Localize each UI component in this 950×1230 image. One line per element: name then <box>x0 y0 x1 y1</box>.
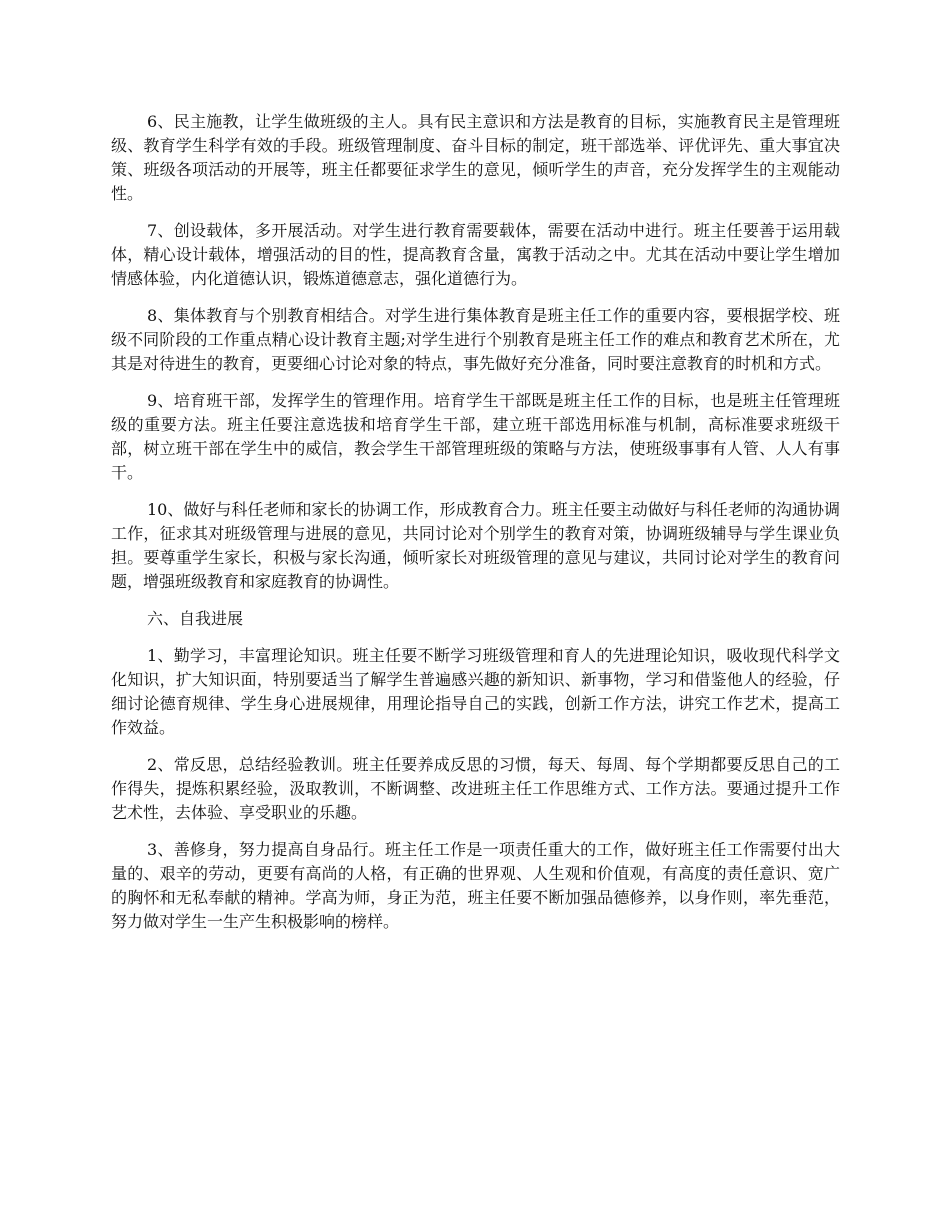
paragraph-2-reflect: 2、常反思，总结经验教训。班主任要养成反思的习惯，每天、每周、每个学期都要反思自己的工作得失，提炼积累经验，汲取教训，不断调整、改进班主任工作思维方式、工作方法。要通过提升工作艺术性，去体验、享受职业的乐趣。 <box>111 755 840 822</box>
paragraph-1-study: 1、勤学习，丰富理论知识。班主任要不断学习班级管理和育人的先进理论知识，吸收现代科学文化知识，扩大知识面，特别要适当了解学生普遍感兴趣的新知识、新事物，学习和借鉴他人的经验，仔细讨论德育规律、学生身心进展规律，用理论指导自己的实践，创新工作方法，讲究工作艺术，提高工作效益。 <box>111 646 840 737</box>
paragraph-8-collective-individual: 8、集体教育与个别教育相结合。对学生进行集体教育是班主任工作的重要内容，要根据学校、班级不同阶段的工作重点精心设计教育主题;对学生进行个别教育是班主任工作的难点和教育艺术所在，尤其是对待进生的教育，更要细心讨论对象的特点，事先做好充分准备，同时要注意教育的时机和方式。 <box>111 306 840 373</box>
section-heading-self-development: 六、自我进展 <box>147 609 244 628</box>
paragraph-6-democratic-teaching: 6、民主施教，让学生做班级的主人。具有民主意识和方法是教育的目标，实施教育民主是管理班级、教育学生科学有效的手段。班级管理制度、奋斗目标的制定，班干部选举、评优评先、重大事宜决策、班级各项活动的开展等，班主任都要征求学生的意见，倾听学生的声音，充分发挥学生的主观能动性。 <box>111 112 840 203</box>
paragraph-3-self-cultivation: 3、善修身，努力提高自身品行。班主任工作是一项责任重大的工作，做好班主任工作需要付出大量的、艰辛的劳动，更要有高尚的人格，有正确的世界观、人生观和价值观，有高度的责任意识、宽广的胸怀和无私奉献的精神。学高为师，身正为范，班主任要不断加强品德修养，以身作则，率先垂范，努力做对学生一生产生积极影响的榜样。 <box>111 840 840 931</box>
paragraph-10-coordination: 10、做好与科任老师和家长的协调工作，形成教育合力。班主任要主动做好与科任老师的沟通协调工作，征求其对班级管理与进展的意见，共同讨论对个别学生的教育对策，协调班级辅导与学生课业负担。要尊重学生家长，积极与家长沟通，倾听家长对班级管理的意见与建议，共同讨论对学生的教育问题，增强班级教育和家庭教育的协调性。 <box>111 500 840 591</box>
paragraph-7-activities: 7、创设载体，多开展活动。对学生进行教育需要载体，需要在活动中进行。班主任要善于运用载体，精心设计载体，增强活动的目的性，提高教育含量，寓教于活动之中。尤其在活动中要让学生增加情感体验，内化道德认识，锻炼道德意志，强化道德行为。 <box>111 221 840 288</box>
paragraph-9-class-cadres: 9、培育班干部，发挥学生的管理作用。培育学生干部既是班主任工作的目标，也是班主任管理班级的重要方法。班主任要注意选拔和培育学生干部，建立班干部选用标准与机制，高标准要求班级干部，树立班干部在学生中的威信，教会学生干部管理班级的策略与方法，使班级事事有人管、人人有事干。 <box>111 391 840 482</box>
document-body <box>111 110 840 947</box>
